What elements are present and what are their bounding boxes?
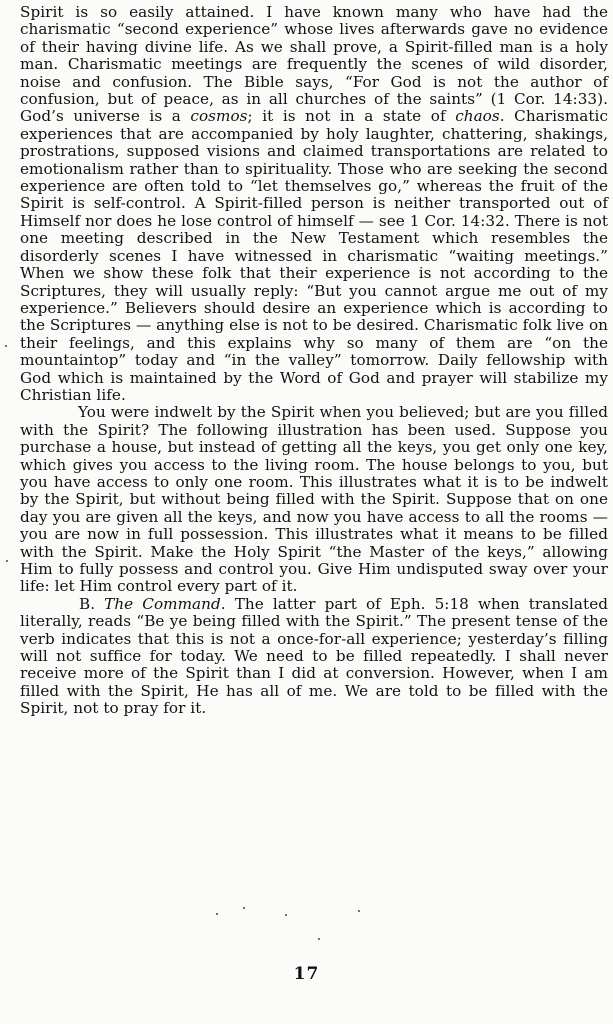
print-speck [243, 907, 245, 909]
paragraph-3-the-command: B. The Command. The latter part of Eph. 5:18 when translated literally, reads “Be ye being filled with the Spirit.” The present tense of the verb indicates that this is not a once-for-all experience; yesterday’s filling will not suffice for today. We need to be filled repeatedly. I shall never receive more of the Spirit than I did at conversion. However, when I am filled with the Spirit, He has all of me. We are told to be filled with the Spirit, not to pray for it. [20, 594, 609, 718]
print-speck [318, 938, 320, 940]
print-speck [285, 914, 287, 916]
print-speck [358, 910, 360, 912]
paragraph-2: You were indwelt by the Spirit when you believed; but are you filled with the Spirit? The following illustration has been used. Suppose you purchase a house, but instead of getting all the keys, you get only one key, which gives you access to the living room. The house belongs to you, but you have access to only one room. This illustrates what it is to be indwelt by the Spirit, but without being filled with the Spirit. Suppose that on one day you are given all the keys, and now you have access to all the rooms — you are now in full possession. This illustrates what it means to be filled with the Spirit. Make the Holy Spirit “the Master of the keys,” allowing Him to fully possess and control you. Give Him undisputed sway over your life: let Him control every part of it. [20, 403, 608, 596]
section-heading-the-command: The Command [104, 594, 221, 613]
print-speck [6, 560, 8, 562]
page-number: 17 [293, 964, 320, 984]
print-speck [5, 345, 7, 347]
print-speck [216, 913, 218, 915]
body-text [20, 4, 608, 718]
paragraph-1: Spirit is so easily attained. I have known many who have had the charismatic “second experience” whose lives afterwards gave no evidence of their having divine life. As we shall prove, a Spirit-filled man is a holy man. Charismatic meetings are frequently the scenes of wild disorder, noise and confusion. The Bible says, “For God is not the author of confusion, but of peace, as in all churches of the saints” (1 Cor. 14:33). God’s universe is a cosmos; it is not in a state of chaos. Charismatic experiences that are accompanied by holy laughter, chattering, shakings, prostrations, supposed visions and claimed transportations are related to emotionalism rather than to spirituality. Those who are seeking the second experience are often told to “let themselves go,” whereas the fruit of the Spirit is self-control. A Spirit-filled person is neither transported out of Himself nor does he lose control of himself — see 1 Cor. 14:32. There is not one meeting described in the New Testament which resembles the disorderly scenes I have witnessed in charismatic “waiting meetings.” When we show these folk that their experience is not according to the Scriptures, they will usually reply: “But you cannot argue me out of my experience.” Believers should desire an experience which is according to the Scriptures — anything else is not to be desired. Charismatic folk live on their feelings, and this explains why so many of them are “on the mountaintop” today and “in the valley” tomorrow. Daily fellowship with God which is maintained by the Word of God and prayer will stabilize my Christian life. [20, 3, 608, 404]
